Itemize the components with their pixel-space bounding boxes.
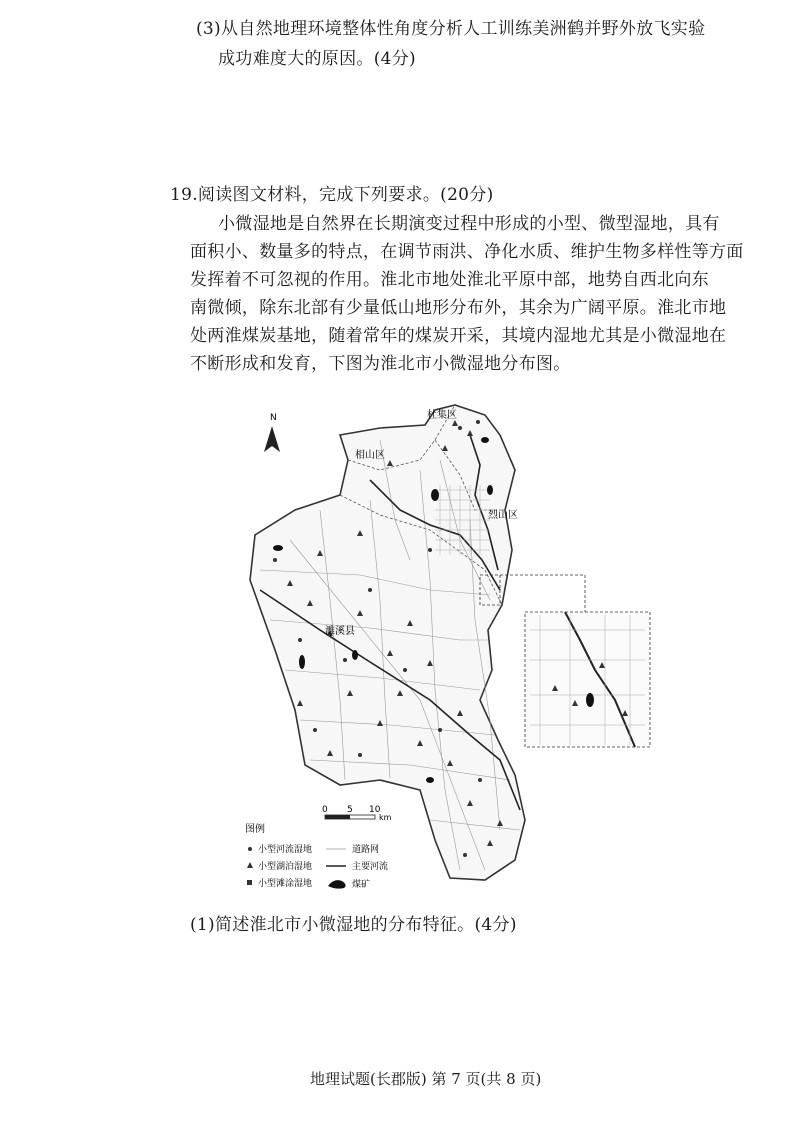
legend-item-road: 道路网 xyxy=(352,845,380,855)
district-label-xiangshan: 相山区 xyxy=(355,450,385,461)
material-paragraph-line: 不断形成和发育，下图为淮北市小微湿地分布图。 xyxy=(190,354,571,374)
district-label-duji: 杜集区 xyxy=(427,410,457,421)
legend-river-wetland-symbol xyxy=(248,847,252,851)
legend-item-coal-mine: 煤矿 xyxy=(352,880,371,890)
legend-item-beach-wetland: 小型滩涂湿地 xyxy=(258,879,313,889)
legend-item-river-wetland: 小型河流湿地 xyxy=(258,845,313,855)
question-19-title: 19.阅读图文材料，完成下列要求。(20分) xyxy=(170,185,494,205)
inset-map-frame xyxy=(525,612,650,747)
scale-tick-0: 0 xyxy=(322,805,328,815)
material-paragraph-line: 面积小、数量多的特点，在调节雨洪、净化水质、维护生物多样性等方面 xyxy=(190,242,744,262)
material-paragraph-line: 南微倾，除东北部有少量低山地形分布外，其余为广阔平原。淮北市地 xyxy=(190,298,727,318)
scale-tick-10: 10 xyxy=(369,805,381,815)
inset-connector xyxy=(500,575,585,612)
page-footer: 地理试题(长郡版) 第 7 页(共 8 页) xyxy=(310,1070,542,1088)
sub-question-1: (1)简述淮北市小微湿地的分布特征。(4分) xyxy=(190,915,517,935)
material-paragraph-line: 小微湿地是自然界在长期演变过程中形成的小型、微型湿地，具有 xyxy=(218,214,720,234)
map-legend xyxy=(245,822,388,890)
legend-item-main-river: 主要河流 xyxy=(352,862,389,872)
legend-coal-mine-symbol xyxy=(328,880,346,888)
material-paragraph-line: 处两淮煤炭基地，随着常年的煤炭开采，其境内湿地尤其是小微湿地在 xyxy=(190,326,727,346)
material-paragraph-line: 发挥着不可忽视的作用。淮北市地处淮北平原中部，地势自西北向东 xyxy=(190,270,709,290)
legend-title: 图例 xyxy=(245,824,265,835)
question-3-line-1: (3)从自然地理环境整体性角度分析人工训练美洲鹤并野外放飞实验 xyxy=(196,19,706,39)
question-3-line-2: 成功难度大的原因。(4分) xyxy=(218,49,416,69)
legend-item-lake-wetland: 小型湖泊湿地 xyxy=(258,862,313,872)
legend-beach-wetland-symbol xyxy=(247,880,252,885)
north-arrow-icon xyxy=(264,426,280,452)
district-label-suixi: 濉溪县 xyxy=(325,626,355,637)
scale-tick-5: 5 xyxy=(347,805,353,815)
city-boundary xyxy=(250,405,525,880)
wetland-distribution-map xyxy=(230,400,670,900)
scale-unit: km xyxy=(379,813,392,822)
legend-lake-wetland-symbol xyxy=(247,862,253,868)
north-label: N xyxy=(270,413,277,423)
scale-bar xyxy=(322,805,392,822)
district-label-lieshan: 烈山区 xyxy=(488,510,518,521)
